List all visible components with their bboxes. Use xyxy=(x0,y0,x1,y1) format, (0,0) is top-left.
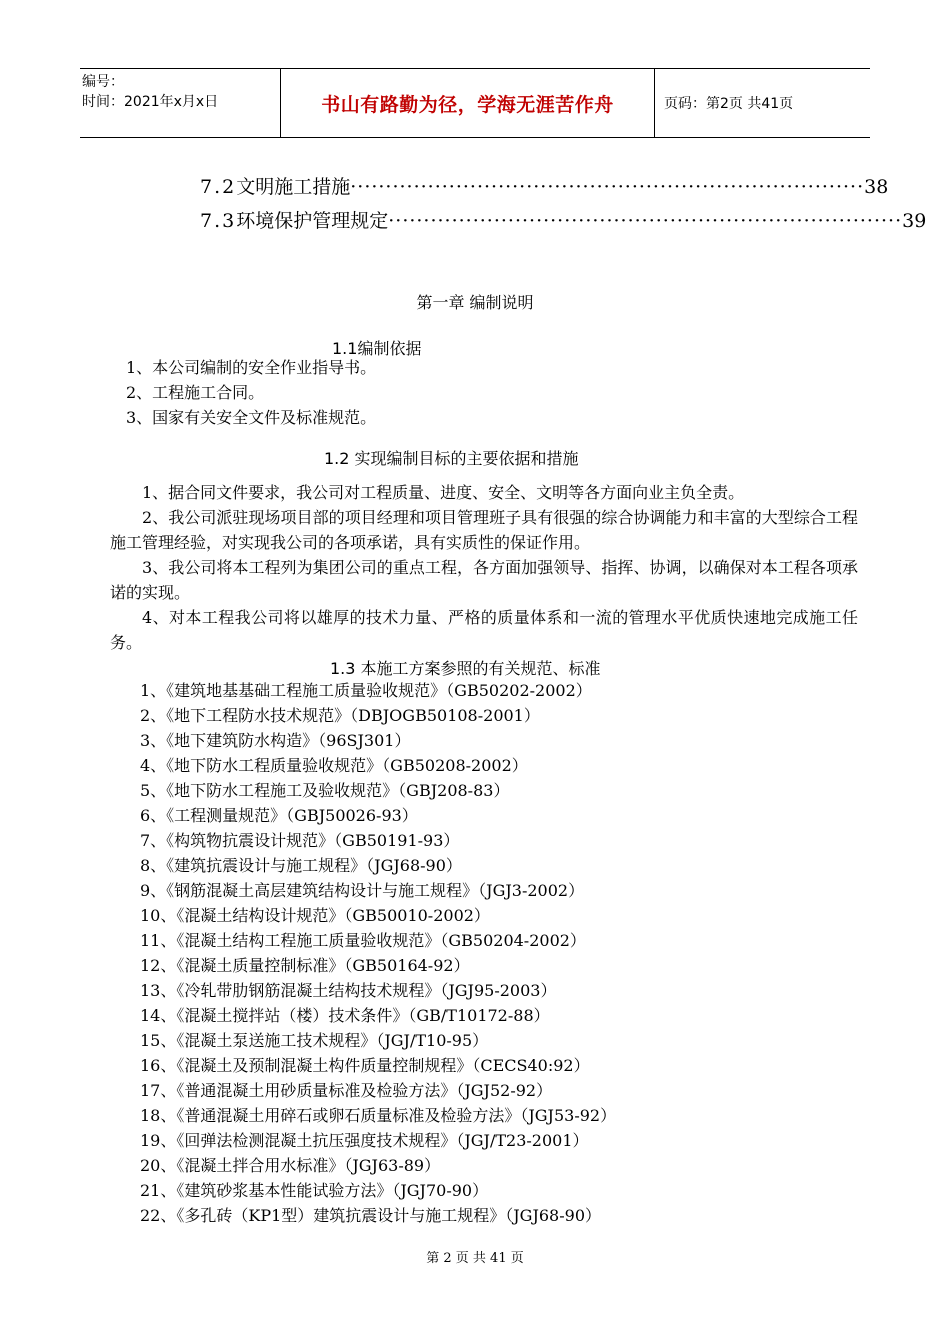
paragraph: 1、据合同文件要求，我公司对工程质量、进度、安全、文明等各方面向业主负全责。 xyxy=(142,483,745,502)
list-item: 3、国家有关安全文件及标准规范。 xyxy=(126,408,377,427)
list-item: 10、《混凝土结构设计规范》（GB50010-2002） xyxy=(140,906,490,925)
list-item: 15、《混凝土泵送施工技术规程》（JGJ/T10-95） xyxy=(140,1031,489,1050)
toc-entry-number: 7.3 xyxy=(200,210,237,232)
paragraph: 3、我公司将本工程列为集团公司的重点工程，各方面加强领导、指挥、协调，以确保对本工程各项承诺的实现。 xyxy=(110,558,858,602)
list-item: 4、《地下防水工程质量验收规范》（GB50208-2002） xyxy=(140,756,528,775)
toc-entry-page: 39 xyxy=(902,210,927,232)
list-item: 1、《建筑地基基础工程施工质量验收规范》（GB50202-2002） xyxy=(140,681,592,700)
list-item: 12、《混凝土质量控制标准》（GB50164-92） xyxy=(140,956,470,975)
list-item: 22、《多孔砖（KP1型）建筑抗震设计与施工规程》（JGJ68-90） xyxy=(140,1206,601,1225)
list-item: 16、《混凝土及预制混凝土构件质量控制规程》（CECS40:92） xyxy=(140,1056,590,1075)
list-item: 5、《地下防水工程施工及验收规范》（GBJ208-83） xyxy=(140,781,510,800)
list-item: 19、《回弹法检测混凝土抗压强度技术规程》（JGJ/T23-2001） xyxy=(140,1131,589,1150)
list-item: 17、《普通混凝土用砂质量标准及检验方法》（JGJ52-92） xyxy=(140,1081,553,1100)
page-header xyxy=(80,68,870,138)
list-item: 18、《普通混凝土用碎石或卵石质量标准及检验方法》（JGJ53-92） xyxy=(140,1106,617,1125)
document-number-label: 编号： xyxy=(82,74,124,90)
list-item: 20、《混凝土拌合用水标准》（JGJ63-89） xyxy=(140,1156,441,1175)
section-1-1-list xyxy=(126,355,846,430)
list-item: 2、《地下工程防水技术规范》（DBJOGB50108-2001） xyxy=(140,706,540,725)
list-item: 7、《构筑物抗震设计规范》（GB50191-93） xyxy=(140,831,460,850)
list-item: 3、《地下建筑防水构造》（96SJ301） xyxy=(140,731,411,750)
list-item: 14、《混凝土搅拌站（楼）技术条件》（GB/T10172-88） xyxy=(140,1006,550,1025)
list-item: 6、《工程测量规范》（GBJ50026-93） xyxy=(140,806,418,825)
document-time-label: 时间：2021年x月x日 xyxy=(82,94,219,110)
standards-list xyxy=(140,678,860,1228)
section-heading-1-2: 1.2 实现编制目标的主要依据和措施 xyxy=(324,449,579,468)
header-meta xyxy=(80,69,281,137)
list-item: 13、《冷轧带肋钢筋混凝土结构技术规程》（JGJ95-2003） xyxy=(140,981,557,1000)
toc-leader-dots: ········································································· xyxy=(350,176,865,198)
toc-entry xyxy=(200,206,927,233)
list-item: 21、《建筑砂浆基本性能试验方法》（JGJ70-90） xyxy=(140,1181,489,1200)
page-footer: 第 2 页 共 41 页 xyxy=(426,1251,524,1266)
list-item: 9、《钢筋混凝土高层建筑结构设计与施工规程》（JGJ3-2002） xyxy=(140,881,585,900)
toc-entry-page: 38 xyxy=(864,176,889,198)
chapter-title: 第一章 编制说明 xyxy=(416,293,534,312)
header-page-info: 页码：第2页 共41页 xyxy=(664,96,794,112)
paragraph: 2、我公司派驻现场项目部的项目经理和项目管理班子具有很强的综合协调能力和丰富的大型综合工程施工管理经验，对实现我公司的各项承诺，具有实质性的保证作用。 xyxy=(110,508,858,552)
toc-entry-title: 环境保护管理规定 xyxy=(236,210,389,232)
toc-entry xyxy=(200,172,889,199)
toc-entry-number: 7.2 xyxy=(200,176,237,198)
list-item: 1、本公司编制的安全作业指导书。 xyxy=(126,358,377,377)
list-item: 2、工程施工合同。 xyxy=(126,383,265,402)
list-item: 8、《建筑抗震设计与施工规程》（JGJ68-90） xyxy=(140,856,462,875)
section-heading-1-1: 1.1编制依据 xyxy=(332,339,422,358)
header-motto: 书山有路勤为径，学海无涯苦作舟 xyxy=(281,69,655,137)
toc-entry-title: 文明施工措施 xyxy=(236,176,351,198)
list-item: 11、《混凝土结构工程施工质量验收规范》（GB50204-2002） xyxy=(140,931,586,950)
toc-leader-dots: ········································································· xyxy=(388,210,903,232)
paragraph: 4、对本工程我公司将以雄厚的技术力量、严格的质量体系和一流的管理水平优质快速地完成施工任务。 xyxy=(110,608,858,652)
section-heading-1-3: 1.3 本施工方案参照的有关规范、标准 xyxy=(330,659,601,678)
